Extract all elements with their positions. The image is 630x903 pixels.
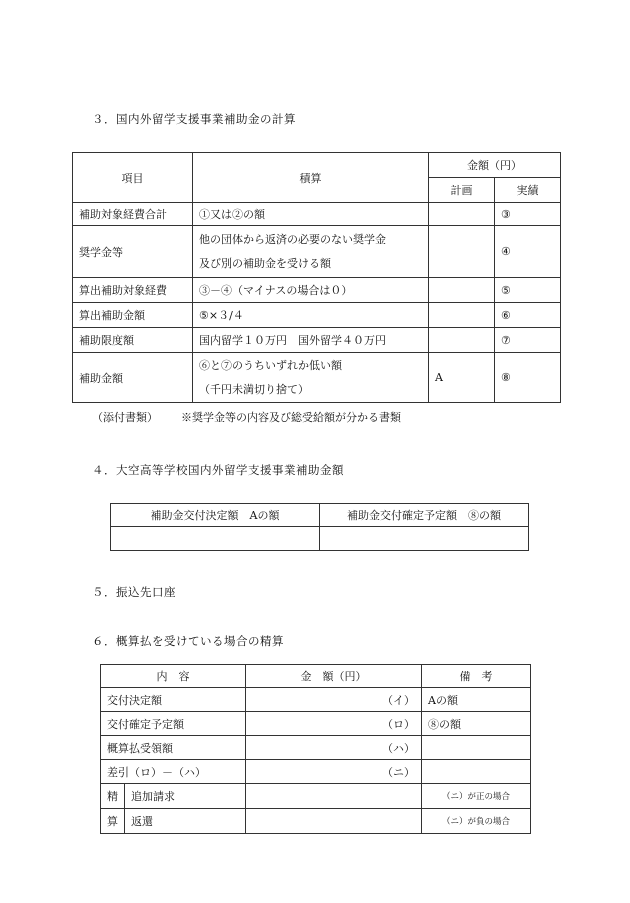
- header-amount: 金 額（円）: [246, 665, 422, 688]
- row-content: 交付決定額: [101, 688, 246, 712]
- attachment-label: （添付書類）: [92, 411, 158, 424]
- row-actual: ④: [495, 226, 561, 278]
- row-calc-line-2: （千円未満切り捨て）: [199, 382, 309, 396]
- row-remarks: [422, 760, 531, 784]
- row-actual: ⑦: [495, 328, 561, 353]
- row-actual: ③: [495, 203, 561, 226]
- row-content: 交付確定予定額: [101, 712, 246, 736]
- row-marker: （ハ）: [246, 736, 422, 760]
- table-row: [73, 303, 561, 328]
- table-row: [101, 712, 531, 736]
- section-5-title: ５．振込先口座: [92, 585, 176, 599]
- row-calc: ⑤×３/４: [193, 303, 429, 328]
- table-row: [73, 203, 561, 226]
- row-calc-line-1: 他の団体から返済の必要のない奨学金: [199, 232, 386, 246]
- attachment-note: ※奨学金等の内容及び総受給額が分かる書類: [181, 411, 401, 424]
- row-item: 算出補助対象経費: [73, 278, 193, 303]
- header-calc: 積算: [193, 153, 429, 203]
- row-calc-line-1: ⑥と⑦のうちいずれか低い額: [199, 358, 342, 372]
- row-remarks: [422, 736, 531, 760]
- row-amount: [246, 809, 422, 834]
- row-item: 補助対象経費合計: [73, 203, 193, 226]
- row-plan: A: [429, 353, 495, 403]
- table-row: [73, 353, 561, 403]
- decided-amount-header: 補助金交付決定額 Aの額: [111, 504, 320, 527]
- confirmed-amount-value[interactable]: [320, 527, 529, 551]
- row-remarks: （ニ）が負の場合: [422, 809, 531, 834]
- row-remarks: ⑧の額: [422, 712, 531, 736]
- row-calc: [193, 226, 429, 278]
- row-content: 追加請求: [125, 784, 246, 809]
- row-content: 返還: [125, 809, 246, 834]
- row-actual: ⑧: [495, 353, 561, 403]
- row-item: 奨学金等: [73, 226, 193, 278]
- row-calc: ③－④（マイナスの場合は０）: [193, 278, 429, 303]
- header-item: 項目: [73, 153, 193, 203]
- header-actual: 実績: [495, 178, 561, 203]
- table-row: [101, 809, 531, 834]
- header-amount: 金額（円）: [429, 153, 561, 178]
- table-row: [73, 278, 561, 303]
- row-calc: ①又は②の額: [193, 203, 429, 226]
- row-plan: [429, 203, 495, 226]
- row-item: 補助限度額: [73, 328, 193, 353]
- settle-label-1: 精: [101, 784, 125, 809]
- row-remarks: （ニ）が正の場合: [422, 784, 531, 809]
- subsidy-amount-table: [110, 503, 529, 551]
- row-plan: [429, 328, 495, 353]
- row-marker: （イ）: [246, 688, 422, 712]
- section-4-title: ４．大空高等学校国内外留学支援事業補助金額: [92, 463, 344, 477]
- confirmed-amount-header: 補助金交付確定予定額 ⑧の額: [320, 504, 529, 527]
- row-actual: ⑤: [495, 278, 561, 303]
- table-row: [101, 688, 531, 712]
- settle-label-2: 算: [101, 809, 125, 834]
- row-content: 概算払受領額: [101, 736, 246, 760]
- row-plan: [429, 226, 495, 278]
- row-calc-line-2: 及び別の補助金を受ける額: [199, 256, 331, 270]
- row-calc: 国内留学１０万円 国外留学４０万円: [193, 328, 429, 353]
- row-marker: （ニ）: [246, 760, 422, 784]
- row-plan: [429, 278, 495, 303]
- header-content: 内 容: [101, 665, 246, 688]
- table-row: [101, 784, 531, 809]
- row-plan: [429, 303, 495, 328]
- table-row: [73, 328, 561, 353]
- settlement-table: [100, 664, 531, 834]
- decided-amount-value[interactable]: [111, 527, 320, 551]
- row-actual: ⑥: [495, 303, 561, 328]
- row-remarks: Aの額: [422, 688, 531, 712]
- row-item: 算出補助金額: [73, 303, 193, 328]
- table-row: [101, 760, 531, 784]
- header-plan: 計画: [429, 178, 495, 203]
- row-marker: （ロ）: [246, 712, 422, 736]
- section-6-title: ６．概算払を受けている場合の精算: [92, 634, 284, 648]
- row-content: 差引（ロ）－（ハ）: [101, 760, 246, 784]
- table-row: [73, 226, 561, 278]
- section-3-title: ３．国内外留学支援事業補助金の計算: [92, 112, 296, 126]
- subsidy-calculation-table: [72, 152, 561, 403]
- row-item: 補助金額: [73, 353, 193, 403]
- row-amount: [246, 784, 422, 809]
- header-remarks: 備 考: [422, 665, 531, 688]
- table-row: [101, 736, 531, 760]
- row-calc: [193, 353, 429, 403]
